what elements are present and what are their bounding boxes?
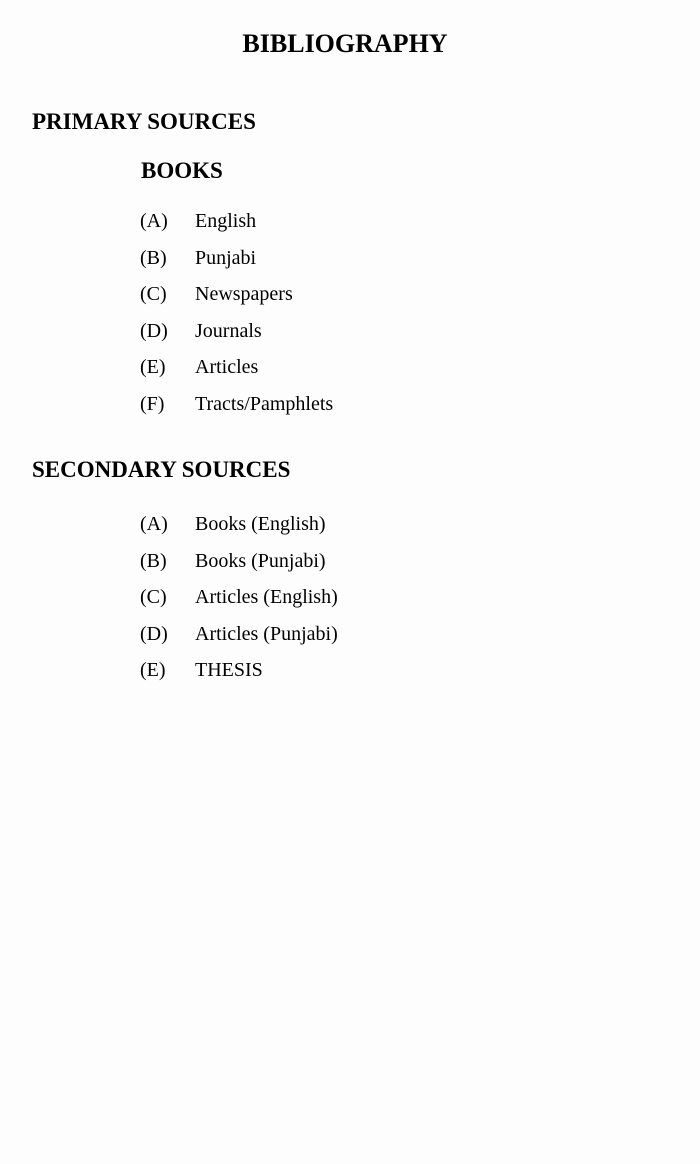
list-marker: (F) xyxy=(140,392,165,415)
list-item xyxy=(140,622,338,659)
list-label: Books (English) xyxy=(195,513,326,535)
list-label: Punjabi xyxy=(195,246,257,269)
secondary-sources-list xyxy=(140,512,338,695)
list-marker: (C) xyxy=(140,586,167,608)
list-item xyxy=(140,246,333,283)
list-item xyxy=(140,319,333,356)
list-marker: (A) xyxy=(140,513,168,535)
list-item xyxy=(140,658,338,695)
secondary-sources-heading: SECONDARY SOURCES xyxy=(32,457,291,482)
list-label: Journals xyxy=(195,319,262,342)
list-label: Tracts/Pamphlets xyxy=(195,392,334,415)
list-label: Articles (English) xyxy=(195,586,338,608)
list-marker: (D) xyxy=(140,622,168,645)
list-item xyxy=(140,585,338,622)
list-label: Newspapers xyxy=(195,283,293,305)
list-item xyxy=(140,209,333,246)
list-marker: (E) xyxy=(140,659,166,681)
primary-sources-heading: PRIMARY SOURCES xyxy=(32,109,256,134)
list-label: English xyxy=(195,210,257,232)
list-marker: (D) xyxy=(140,319,168,342)
list-label: Articles xyxy=(195,356,259,378)
list-item xyxy=(140,549,338,586)
list-item xyxy=(140,512,338,549)
list-label: Books (Punjabi) xyxy=(195,549,326,572)
list-marker: (C) xyxy=(140,283,167,305)
list-label: THESIS xyxy=(195,659,263,681)
list-marker: (B) xyxy=(140,549,167,572)
page-title: BIBLIOGRAPHY xyxy=(242,29,448,58)
primary-sources-list xyxy=(140,209,333,428)
list-marker: (A) xyxy=(140,210,168,232)
list-marker: (B) xyxy=(140,246,167,269)
list-label: Articles (Punjabi) xyxy=(195,622,338,645)
list-item xyxy=(140,355,333,392)
list-item xyxy=(140,392,333,429)
list-item xyxy=(140,282,333,319)
list-marker: (E) xyxy=(140,356,166,378)
books-subheading: BOOKS xyxy=(141,158,223,183)
